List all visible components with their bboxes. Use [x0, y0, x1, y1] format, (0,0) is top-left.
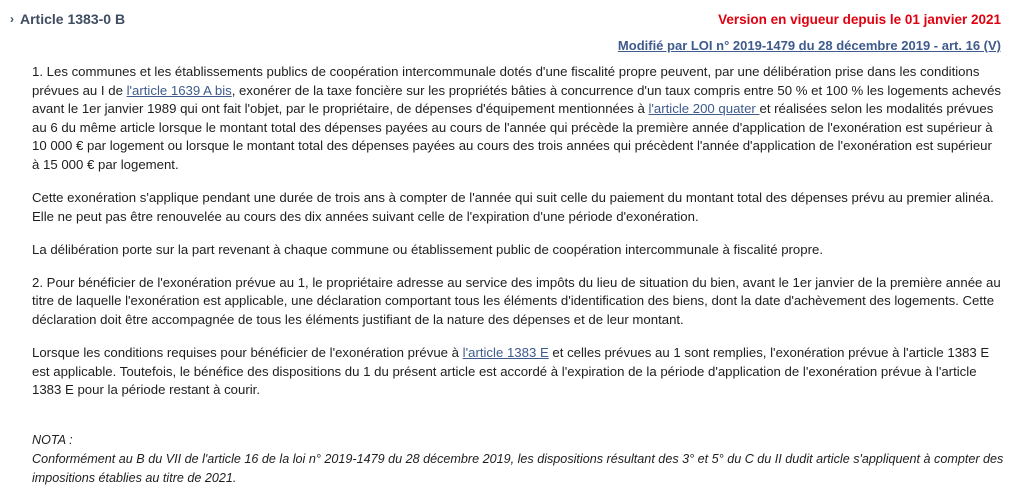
paragraph-text: 1. Les communes et les établissements publics de coopération intercommunale dotés d'une fiscalité propre peuvent, par une délibération prise dans les conditions prévues au I de — [32, 64, 980, 98]
article-header — [0, 0, 1025, 53]
chevron-right-icon: › — [10, 12, 14, 26]
nota-section — [32, 431, 1007, 487]
paragraph-text: et celles prévues au 1 sont remplies, l'exonération prévue à l'article 1383 E est applicable. Toutefois, le bénéfice des dispositions du 1 du présent article est accordé à l'expiration de la période d'application de l'exonération prévue à l'article 1383 E pour la période restant à courir. — [32, 345, 990, 398]
paragraph-3: La délibération porte sur la part revenant à chaque commune ou établissement public de coopération intercommunale à fiscalité propre. — [32, 241, 823, 257]
paragraph-4: 2. Pour bénéficier de l'exonération prévue au 1, le propriétaire adresse au service des impôts du lieu de situation du bien, avant le 1er janvier de la première année au titre de laquelle l'exonération est applicable, une déclaration comportant tous les éléments d'identification des biens, dont la date d'achèvement des logements. Cette déclaration doit être accompagnée de tous les éléments justifiant de la nature des dépenses et de leur montant. — [32, 274, 1001, 328]
paragraph-5 — [32, 344, 1002, 400]
paragraph-text: , exonérer de la taxe foncière sur les propriétés bâties à concurrence d'un taux compris entre 50 % et 100 % les logements achevés avant le 1er janvier 1989 qui ont fait l'objet, par le propriétaire, de dépenses d'équipement mentionnées à — [32, 82, 1002, 117]
paragraph-text: Lorsque les conditions requises pour bénéficier de l'exonération prévue à — [32, 345, 463, 361]
link-article-1639-a-bis[interactable]: l'article 1639 A bis — [126, 82, 232, 98]
article-title-toggle[interactable] — [10, 11, 125, 27]
article-content — [32, 63, 1002, 414]
article-title: Article 1383-0 B — [20, 11, 126, 27]
paragraph-text: et réalisées selon les modalités prévues au 6 du même article lorsque le montant total des dépenses payées au cours de l'année qui précède la première année d'application de l'exonération est supérieur à 10 000 € par logement ou lorsque le montant total des dépenses payées au cours des trois années qui précèdent l'année d'application de l'exonération est supérieur à 15 000 € par logement. — [32, 101, 994, 172]
nota-label: NOTA : — [32, 433, 73, 447]
link-article-1383-e[interactable]: l'article 1383 E — [462, 345, 549, 361]
link-article-200-quater[interactable]: l'article 200 quater — [648, 101, 760, 117]
paragraph-2: Cette exonération s'applique pendant une durée de trois ans à compter de l'année qui suit celle du paiement du montant total des dépenses prévu au premier alinéa. Elle ne peut pas être renouvelée au cours des dix années suivant celle de l'expiration d'une période d'exonération. — [32, 190, 994, 224]
paragraph-1 — [32, 63, 1002, 175]
modified-by-link[interactable]: Modifié par LOI n° 2019-1479 du 28 décembre 2019 - art. 16 (V) — [617, 38, 1001, 53]
version-status: Version en vigueur depuis le 01 janvier 2021 — [718, 12, 1001, 27]
nota-text: Conformément au B du VII de l'article 16 de la loi n° 2019-1479 du 28 décembre 2019, les dispositions résultant des 3° et 5° du C du II dudit article s'appliquent à compter des impositions établies au titre de 2021. — [32, 451, 1004, 485]
